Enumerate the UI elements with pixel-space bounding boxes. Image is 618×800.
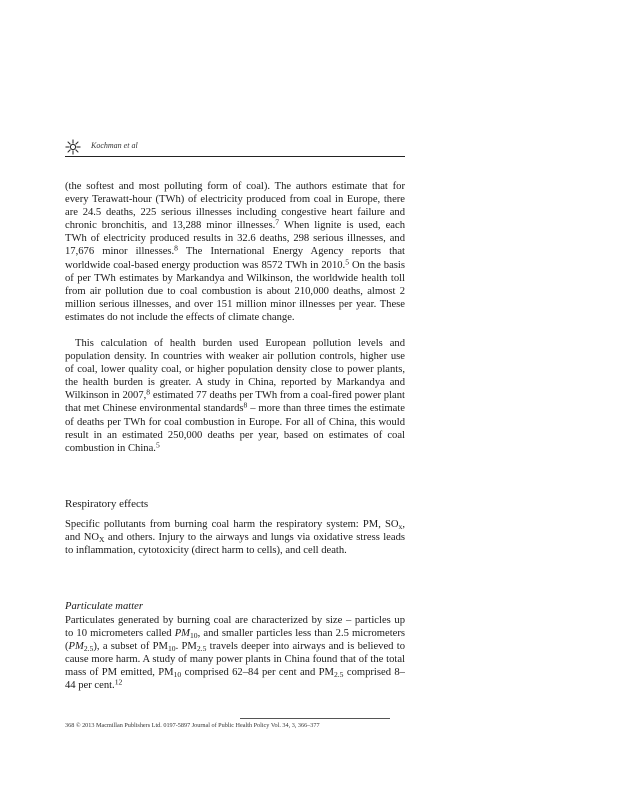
reference-marker: 8 xyxy=(243,401,248,411)
header-divider xyxy=(65,156,405,157)
header-author: Kochman et al xyxy=(91,141,138,150)
page-footer: 368 © 2013 Macmillan Publishers Ltd. 0197-5897 Journal of Public Health Policy Vol. 34, 3, 366–377 xyxy=(65,722,320,729)
journal-logo-icon xyxy=(65,139,81,155)
body-paragraph-2: This calculation of health burden used European pollution levels and population density. In countries with weaker air pollution controls, higher use of coal, lower quality coal, or higher population density close to power plants, the health burden is greater. A study in China, reported by Markandya and Wilkinson in 2007,$^8$ estimated 77 deaths per TWh from a coal-fired power plant that met Chinese environmental standards$^8$ – more than three times the estimate of deaths per TWh for coal combustion in Europe. For all of China, this would result in an estimated 250,000 deaths per year, based on estimates of coal combustion in China.$^5$ xyxy=(65,338,405,454)
subsection-heading: Particulate matter xyxy=(65,601,143,612)
section-heading: Respiratory effects xyxy=(65,498,149,510)
reference-marker: 5 xyxy=(345,257,349,267)
reference-marker: 8 xyxy=(146,387,151,397)
body-paragraph-1: (the softest and most polluting form of coal). The authors estimate that for every Terawatt-hour (TWh) of electricity produced from coal in Europe, there are 24.5 deaths, 225 serious illnesses including congestive heart failure and chronic bronchitis, and 13,288 minor illnesses.$^7$ When lignite is used, each TWh of electricity produced results in 32.6 deaths, 298 serious illnesses, and 17,676 minor illnesses.$^8$ The International Energy Agency reports that worldwide coal-based energy production was 8572 TWh in 2010.$^5$ On the basis of per TWh estimates by Markandya and Wilkinson, the worldwide health toll from air pollution due to coal combustion is about 210,000 deaths, almost 2 million serious illnesses, and over 151 million minor illnesses per year. These estimates do not include the effects of climate change. xyxy=(65,181,406,323)
running-header xyxy=(65,139,405,155)
reference-marker: 12 xyxy=(114,678,123,688)
reference-marker: 8 xyxy=(174,244,178,254)
reference-marker: 5 xyxy=(155,440,160,450)
reference-marker: 7 xyxy=(275,217,280,227)
body-paragraph-3: Specific pollutants from burning coal harm the respiratory system: PM, $SO_x$, and $NO_X$ and others. Injury to the airways and lungs via oxidative stress leads to inflammation, cytotoxicity (direct harm to cells), and cell death. xyxy=(65,519,405,557)
footer-divider xyxy=(240,718,390,719)
body-paragraph-4: Particulates generated by burning coal are characterized by size – particles up to 10 micrometers called $PM_{10}$, and smaller particles less than 2.5 micrometers $(PM_{2.5})$, a subset of $PM_{10}$. $PM_{2.5}$ travels deeper into airways and is believed to cause more harm. A study of many power plants in China found that of the total mass of PM emitted, $PM_{10}$ comprised 62–84 per cent and $PM_{2.5}$ comprised 8–44 per cent.$^{12}$ xyxy=(65,615,406,692)
